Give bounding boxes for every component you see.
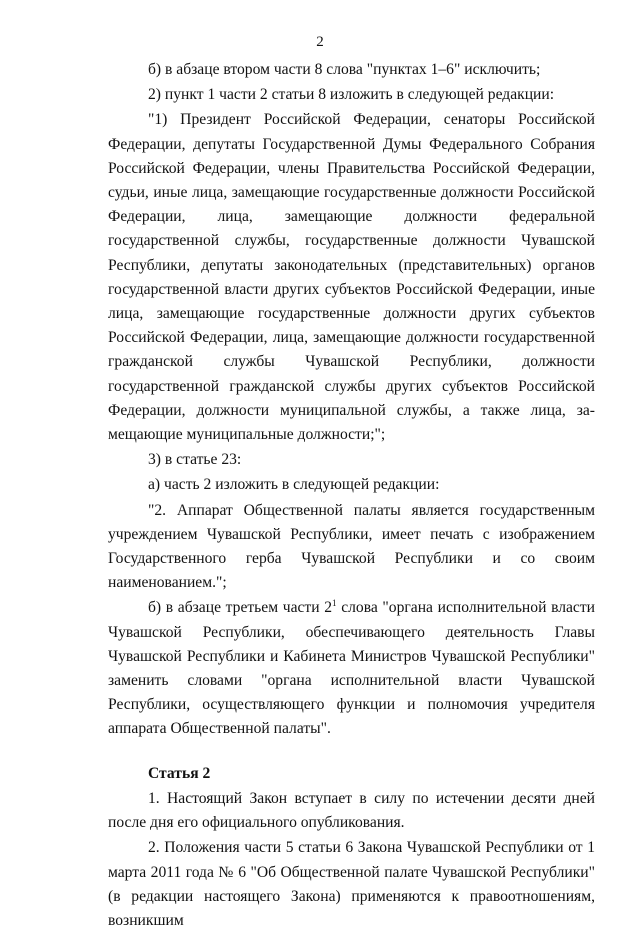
page-number: 2	[316, 34, 324, 50]
document-body	[108, 58, 595, 933]
article-2-heading: Статья 2	[148, 764, 211, 782]
paragraph-3b-text-start: б) в абзаце третьем части 2	[148, 599, 333, 617]
article-2-paragraph-2: 2. Положения части 5 статьи 6 Закона Чувашской Республики от 1 марта 2011 года № 6 "Об Общественной палате Чувашской Республики" (в редакции настоящего Закона) применяются к правоотношениям, возникшим	[108, 839, 595, 929]
paragraph-2-new-text: "1) Президент Российской Федерации, сенаторы Российской Федерации, депутаты Государственной Думы Федерального Собрания Российской Федерации, члены Правительства Российской Федерации, судьи, иные лица, замещающие государственные должности Российской Федерации, лица, замещающие должности федеральной государственной службы, государственные должности Чувашской Республики, депутаты законодательных (представительных) органов государственной власти других субъектов Российской Федерации, иные лица, замещающие государственные должности других субъектов Российской Федерации, лица, замещающие должности государственной гражданской службы Чувашской Республики, должности государственной гражданской службы других субъектов Российской Федерации, должности муниципальной службы, а также лица, замещающие муниципальные должности;";	[108, 111, 595, 444]
paragraph-3b-amendment	[108, 596, 595, 741]
paragraph-3a-new-text: "2. Аппарат Общественной палаты является государственным учреждением Чувашской Республики, имеет печать с изображением Государственного герба Чувашской Республики и со своим наименованием.";	[108, 501, 595, 592]
article-2-paragraph-1: 1. Настоящий Закон вступает в силу по истечении десяти дней после дня его официального опубликования.	[108, 789, 595, 832]
paragraph-3b-text-end: слова "органа исполнительной власти Чувашской Республики, обеспечивающего деятельность Главы Чувашской Республики и Кабинета Министров Чувашской Республики" заменить словами "органа исполнительной власти Чувашской Республики, осуществляющего функции и полномочия учредителя аппарата Общественной палаты".	[108, 599, 596, 738]
superscript-index: 1	[332, 598, 337, 609]
paragraph-2-amendment: 2) пункт 1 части 2 статьи 8 изложить в следующей редакции:	[148, 86, 555, 104]
paragraph-1b-amendment: б) в абзаце втором части 8 слова "пунктах 1–6" исключить;	[148, 61, 541, 78]
paragraph-3a-amendment: а) часть 2 изложить в следующей редакции:	[148, 476, 440, 494]
paragraph-3-article-23: 3) в статье 23:	[148, 451, 242, 469]
